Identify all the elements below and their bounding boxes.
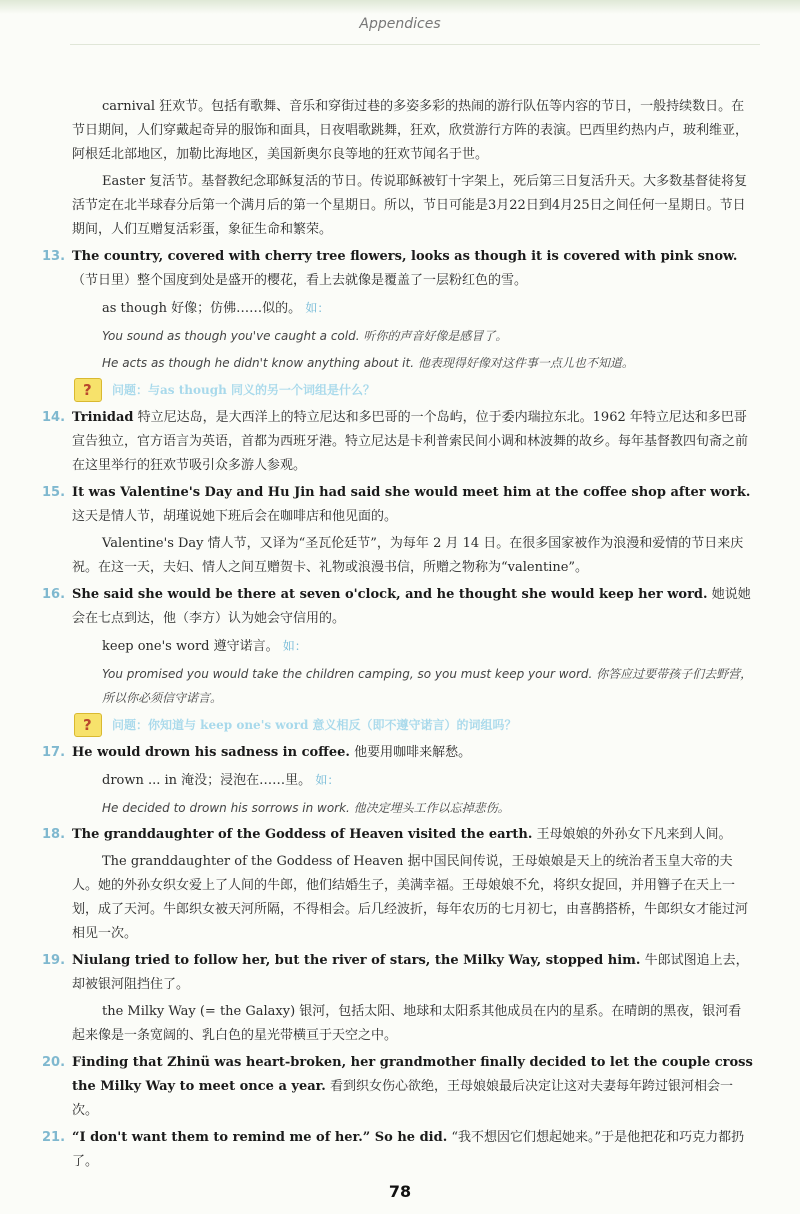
note-item-15	[42, 481, 754, 529]
item-translation: 特立尼达岛，是大西洋上的特立尼达和多巴哥的一个岛屿，位于委内瑞拉东北。1962 年特立尼达和多巴哥宣告独立，官方语言为英语，首都为西班牙港。特立尼达是卡利普索民间小调和林波舞的故乡。每年基督教四旬斋之前在这里举行的狂欢节吸引众多游人参观。	[72, 410, 749, 473]
note-item-13	[42, 245, 754, 293]
easter-paragraph: Easter 复活节。基督教纪念耶稣复活的节日。传说耶稣被钉十字架上，死后第三日复活升天。大多数基督徒将复活节定在北半球春分后第一个满月后的第一个星期日。所以，节日可能是3月22日到4月25日之间任何一星期日。节日期间，人们互赠复活彩蛋，象征生命和繁荣。	[72, 174, 748, 237]
example-sentence: He acts as though he didn't know anything about it. 他表现得好像对这件事一点儿也不知道。	[102, 356, 634, 370]
phrase-text: keep one's word 遵守诺言。	[102, 639, 279, 654]
page-content	[42, 95, 754, 1177]
header-rule	[70, 44, 760, 45]
phrase-line	[72, 768, 754, 793]
example-marker: 如：	[305, 301, 330, 315]
item-translation: 牛郎试图追上去，却被银河阻挡住了。	[72, 953, 749, 992]
question-mark-icon	[74, 378, 102, 402]
item-sentence: It was Valentine's Day and Hu Jin had said she would meet him at the coffee shop after work.	[72, 485, 751, 500]
item-number: 17.	[42, 745, 66, 760]
item-sentence: He would drown his sadness in coffee.	[72, 745, 350, 760]
note-item-17	[42, 741, 754, 765]
explanation-note: the Milky Way (= the Galaxy) 银河，包括太阳、地球和太阳系其他成员在内的星系。在晴朗的黑夜，银河看起来像是一条宽阔的、乳白色的星光带横亘于天空之中。	[72, 1004, 742, 1043]
item-sentence: She said she would be there at seven o'clock, and he thought she would keep her word.	[72, 587, 708, 602]
item-translation: 看到织女伤心欲绝，王母娘娘最后决定让这对夫妻每年跨过银河相会一次。	[72, 1079, 733, 1118]
question-mark-icon	[74, 713, 102, 737]
item-sentence: Finding that Zhinü was heart-broken, her grandmother finally decided to let the couple cross the Milky Way to meet once a year.	[72, 1055, 753, 1094]
item-number: 16.	[42, 587, 66, 602]
item-number: 20.	[42, 1055, 66, 1070]
item-sentence: Niulang tried to follow her, but the river of stars, the Milky Way, stopped him.	[72, 953, 641, 968]
item-translation: 这天是情人节，胡瑾说她下班后会在咖啡店和他见面的。	[72, 509, 398, 524]
item-sentence: “I don't want them to remind me of her.” So he did.	[72, 1130, 448, 1145]
item-number: 19.	[42, 953, 66, 968]
example-marker: 如：	[282, 639, 307, 653]
item-translation: 王母娘娘的外孙女下凡来到人间。	[536, 827, 732, 842]
item-number: 21.	[42, 1130, 66, 1145]
item-translation: （节日里）整个国度到处是盛开的樱花，看上去就像是覆盖了一层粉红色的雪。	[72, 273, 528, 288]
question-text: 问题：你知道与 keep one's word 意义相反（即不遵守诺言）的词组吗？	[112, 718, 517, 732]
item-sentence: Trinidad	[72, 410, 134, 425]
page-number: 78	[388, 1182, 412, 1201]
item-sentence: The country, covered with cherry tree flowers, looks as though it is covered with pink snow.	[72, 249, 738, 264]
item-translation: 她说她会在七点到达，他（李方）认为她会守信用的。	[72, 587, 751, 626]
carnival-paragraph: carnival 狂欢节。包括有歌舞、音乐和穿街过巷的多姿多彩的热闹的游行队伍等内容的节日，一般持续数日。在节日期间，人们穿戴起奇异的服饰和面具，日夜唱歌跳舞，狂欢，欣赏游行方阵的表演。巴西里约热内卢，玻利维亚，阿根廷北部地区，加勒比海地区，美国新奥尔良等地的狂欢节闻名于世。	[72, 99, 749, 162]
phrase-line	[72, 296, 754, 321]
explanation-note: Valentine's Day 情人节，又译为“圣瓦伦廷节”，为每年 2 月 14 日。在很多国家被作为浪漫和爱情的节日来庆祝。在这一天，夫妇、情人之间互赠贺卡、礼物或浪漫书信，所赠之物称为“valentine”。	[72, 536, 744, 575]
note-item-18	[42, 823, 754, 847]
example-sentence: You promised you would take the children camping, so you must keep your word. 你答应过要带孩子们去野营，所以你必须信守诺言。	[102, 667, 753, 705]
explanation-note: The granddaughter of the Goddess of Heaven 据中国民间传说，王母娘娘是天上的统治者玉皇大帝的夫人。她的外孙女织女爱上了人间的牛郎，他们结婚生子，美满幸福。王母娘娘不允，将织女捉回，并用簪子在天上一划，成了天河。牛郎织女被天河所隔，不得相会。后几经波折，每年农历的七月初七，由喜鹊搭桥，牛郎织女才能过河相见一次。	[72, 854, 749, 941]
example-marker: 如：	[315, 773, 340, 787]
note-item-14	[42, 406, 754, 478]
item-number: 13.	[42, 249, 66, 264]
question-box	[72, 713, 754, 737]
question-text: 问题：与as though 同义的另一个词组是什么？	[112, 383, 375, 397]
note-item-21	[42, 1126, 754, 1174]
phrase-line	[72, 634, 754, 659]
phrase-text: drown ... in 淹没；浸泡在……里。	[102, 773, 312, 788]
item-translation: “我不想因它们想起她来。”于是他把花和巧克力都扔了。	[72, 1130, 745, 1169]
question-box	[72, 378, 754, 402]
item-translation: 他要用咖啡来解愁。	[354, 745, 472, 760]
note-item-19	[42, 949, 754, 997]
example-sentence: You sound as though you've caught a cold. 听你的声音好像是感冒了。	[102, 329, 508, 343]
item-number: 14.	[42, 410, 66, 425]
item-number: 18.	[42, 827, 66, 842]
item-sentence: The granddaughter of the Goddess of Heaven visited the earth.	[72, 827, 533, 842]
item-number: 15.	[42, 485, 66, 500]
note-item-20	[42, 1051, 754, 1123]
note-item-16	[42, 583, 754, 631]
running-header: Appendices	[359, 16, 441, 32]
example-sentence: He decided to drown his sorrows in work. 他决定埋头工作以忘掉悲伤。	[102, 801, 510, 815]
top-band	[0, 0, 800, 14]
phrase-text: as though 好像；仿佛……似的。	[102, 301, 302, 316]
